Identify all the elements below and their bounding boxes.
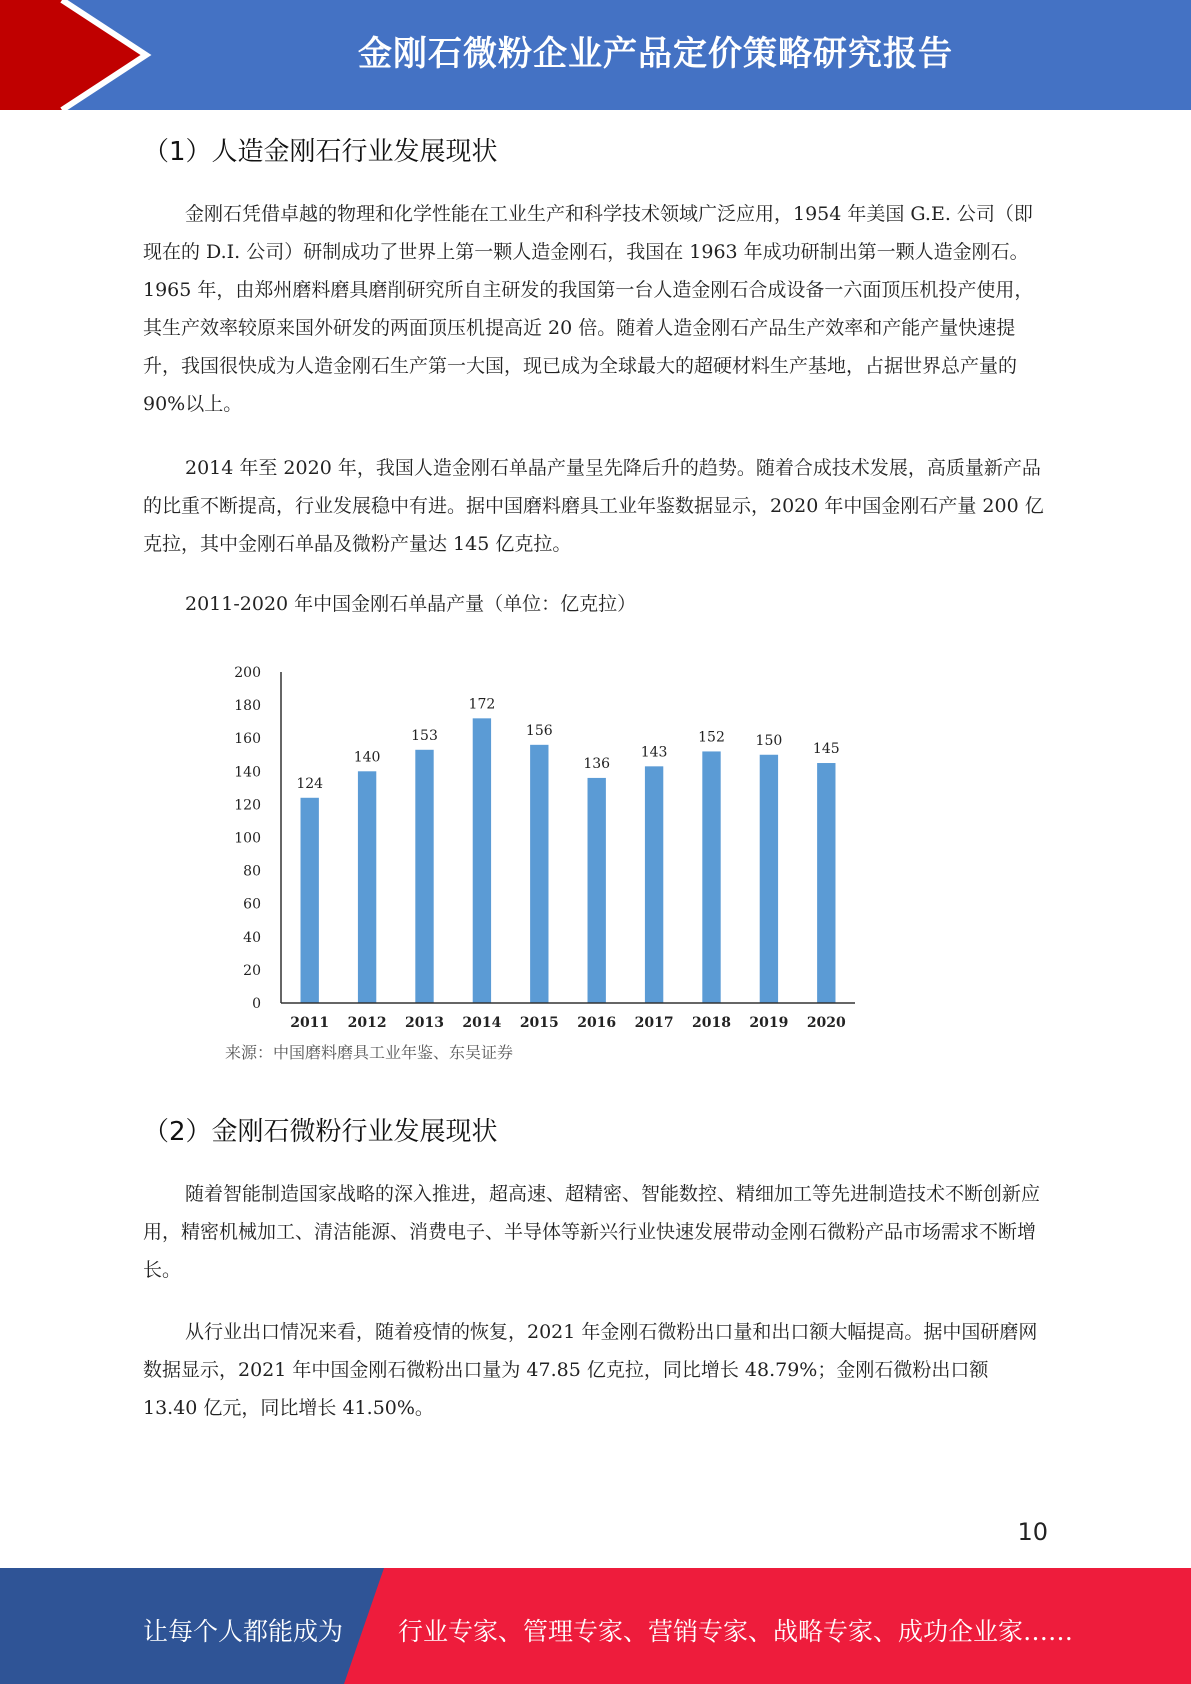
y-tick-label: 100 xyxy=(234,830,261,847)
bar xyxy=(415,750,433,1003)
header-band xyxy=(0,0,1191,110)
bar-chart xyxy=(215,655,865,1035)
footer-tagline: 行业专家、管理专家、营销专家、战略专家、成功企业家…… xyxy=(398,1617,1074,1646)
report-title: 金刚石微粉企业产品定价策略研究报告 xyxy=(358,34,953,74)
bar xyxy=(530,745,548,1003)
x-tick-label: 2013 xyxy=(405,1015,444,1031)
x-tick-label: 2019 xyxy=(749,1015,789,1031)
bar-value-label: 140 xyxy=(353,749,381,766)
bar-value-label: 150 xyxy=(755,732,783,749)
bar xyxy=(473,718,491,1003)
bar xyxy=(760,755,778,1003)
y-tick-label: 80 xyxy=(243,863,261,880)
y-tick-label: 40 xyxy=(243,929,261,946)
bar xyxy=(702,751,720,1003)
x-tick-label: 2012 xyxy=(347,1015,387,1031)
bar-value-label: 124 xyxy=(296,775,324,792)
bar-value-label: 143 xyxy=(640,744,668,761)
bar-value-label: 172 xyxy=(468,696,496,713)
paragraph-2: 2014 年至 2020 年，我国人造金刚石单晶产量呈先降后升的趋势。随着合成技术发展，高质量新产品的比重不断提高，行业发展稳中有进。据中国磨料磨具工业年鉴数据显示，2020 年中国金刚石产量 200 亿克拉，其中金刚石单晶及微粉产量达 145 亿克拉。 xyxy=(143,457,1044,555)
bar-value-label: 136 xyxy=(583,755,611,772)
paragraph-3: 随着智能制造国家战略的深入推进，超高速、超精密、智能数控、精细加工等先进制造技术不断创新应用，精密机械加工、清洁能源、消费电子、半导体等新兴行业快速发展带动金刚石微粉产品市场需求不断增长。 xyxy=(143,1183,1041,1281)
y-tick-label: 60 xyxy=(243,896,261,913)
y-tick-label: 0 xyxy=(252,996,261,1012)
bar-value-label: 153 xyxy=(411,727,438,744)
x-tick-label: 2016 xyxy=(577,1015,617,1031)
footer-slogan: 让每个人都能成为 xyxy=(143,1617,344,1646)
section-heading-2: （2）金刚石微粉行业发展现状 xyxy=(143,1117,498,1147)
y-tick-label: 20 xyxy=(243,962,261,979)
y-tick-label: 180 xyxy=(234,698,261,715)
x-tick-label: 2020 xyxy=(806,1015,846,1031)
bar xyxy=(645,766,663,1003)
y-tick-label: 160 xyxy=(234,731,261,748)
bar xyxy=(588,778,606,1003)
bar-value-label: 145 xyxy=(812,741,840,758)
y-tick-label: 140 xyxy=(234,764,261,781)
x-tick-label: 2014 xyxy=(462,1015,502,1031)
x-tick-label: 2011 xyxy=(290,1015,330,1031)
x-tick-label: 2018 xyxy=(692,1015,731,1031)
x-tick-label: 2017 xyxy=(634,1015,674,1031)
header-arrow-icon xyxy=(0,0,160,110)
y-tick-label: 200 xyxy=(234,665,261,681)
bar xyxy=(817,763,835,1003)
bar-value-label: 152 xyxy=(698,729,725,746)
chart-source: 来源：中国磨料磨具工业年鉴、东吴证券 xyxy=(225,1043,514,1062)
chart-caption: 2011-2020 年中国金刚石单晶产量（单位：亿克拉） xyxy=(185,593,637,615)
y-tick-label: 120 xyxy=(234,797,261,814)
paragraph-4: 从行业出口情况来看，随着疫情的恢复，2021 年金刚石微粉出口量和出口额大幅提高。据中国研磨网数据显示，2021 年中国金刚石微粉出口量为 47.85 亿克拉，同比增长 48.79%；金刚石微粉出口额 13.40 亿元，同比增长 41.50%。 xyxy=(143,1321,1038,1419)
bar xyxy=(358,771,376,1003)
bar-value-label: 156 xyxy=(525,722,553,739)
paragraph-1: 金刚石凭借卓越的物理和化学性能在工业生产和科学技术领域广泛应用，1954 年美国 G.E. 公司（即现在的 D.I. 公司）研制成功了世界上第一颗人造金刚石，我国在 1963 年成功研制出第一颗人造金刚石。1965 年，由郑州磨料磨具磨削研究所自主研发的我国第一台人造金刚石合成设备一六面顶压机投产使用，其生产效率较原来国外研发的两面顶压机提高近 20 倍。随着人造金刚石产品生产效率和产能产量快速提升，我国很快成为人造金刚石生产第一大国，现已成为全球最大的超硬材料生产基地，占据世界总产量的 90%以上。 xyxy=(143,203,1034,415)
page-number: 10 xyxy=(1017,1518,1048,1546)
section-heading-1: （1）人造金刚石行业发展现状 xyxy=(143,137,498,167)
x-tick-label: 2015 xyxy=(519,1015,559,1031)
bar xyxy=(301,798,319,1003)
